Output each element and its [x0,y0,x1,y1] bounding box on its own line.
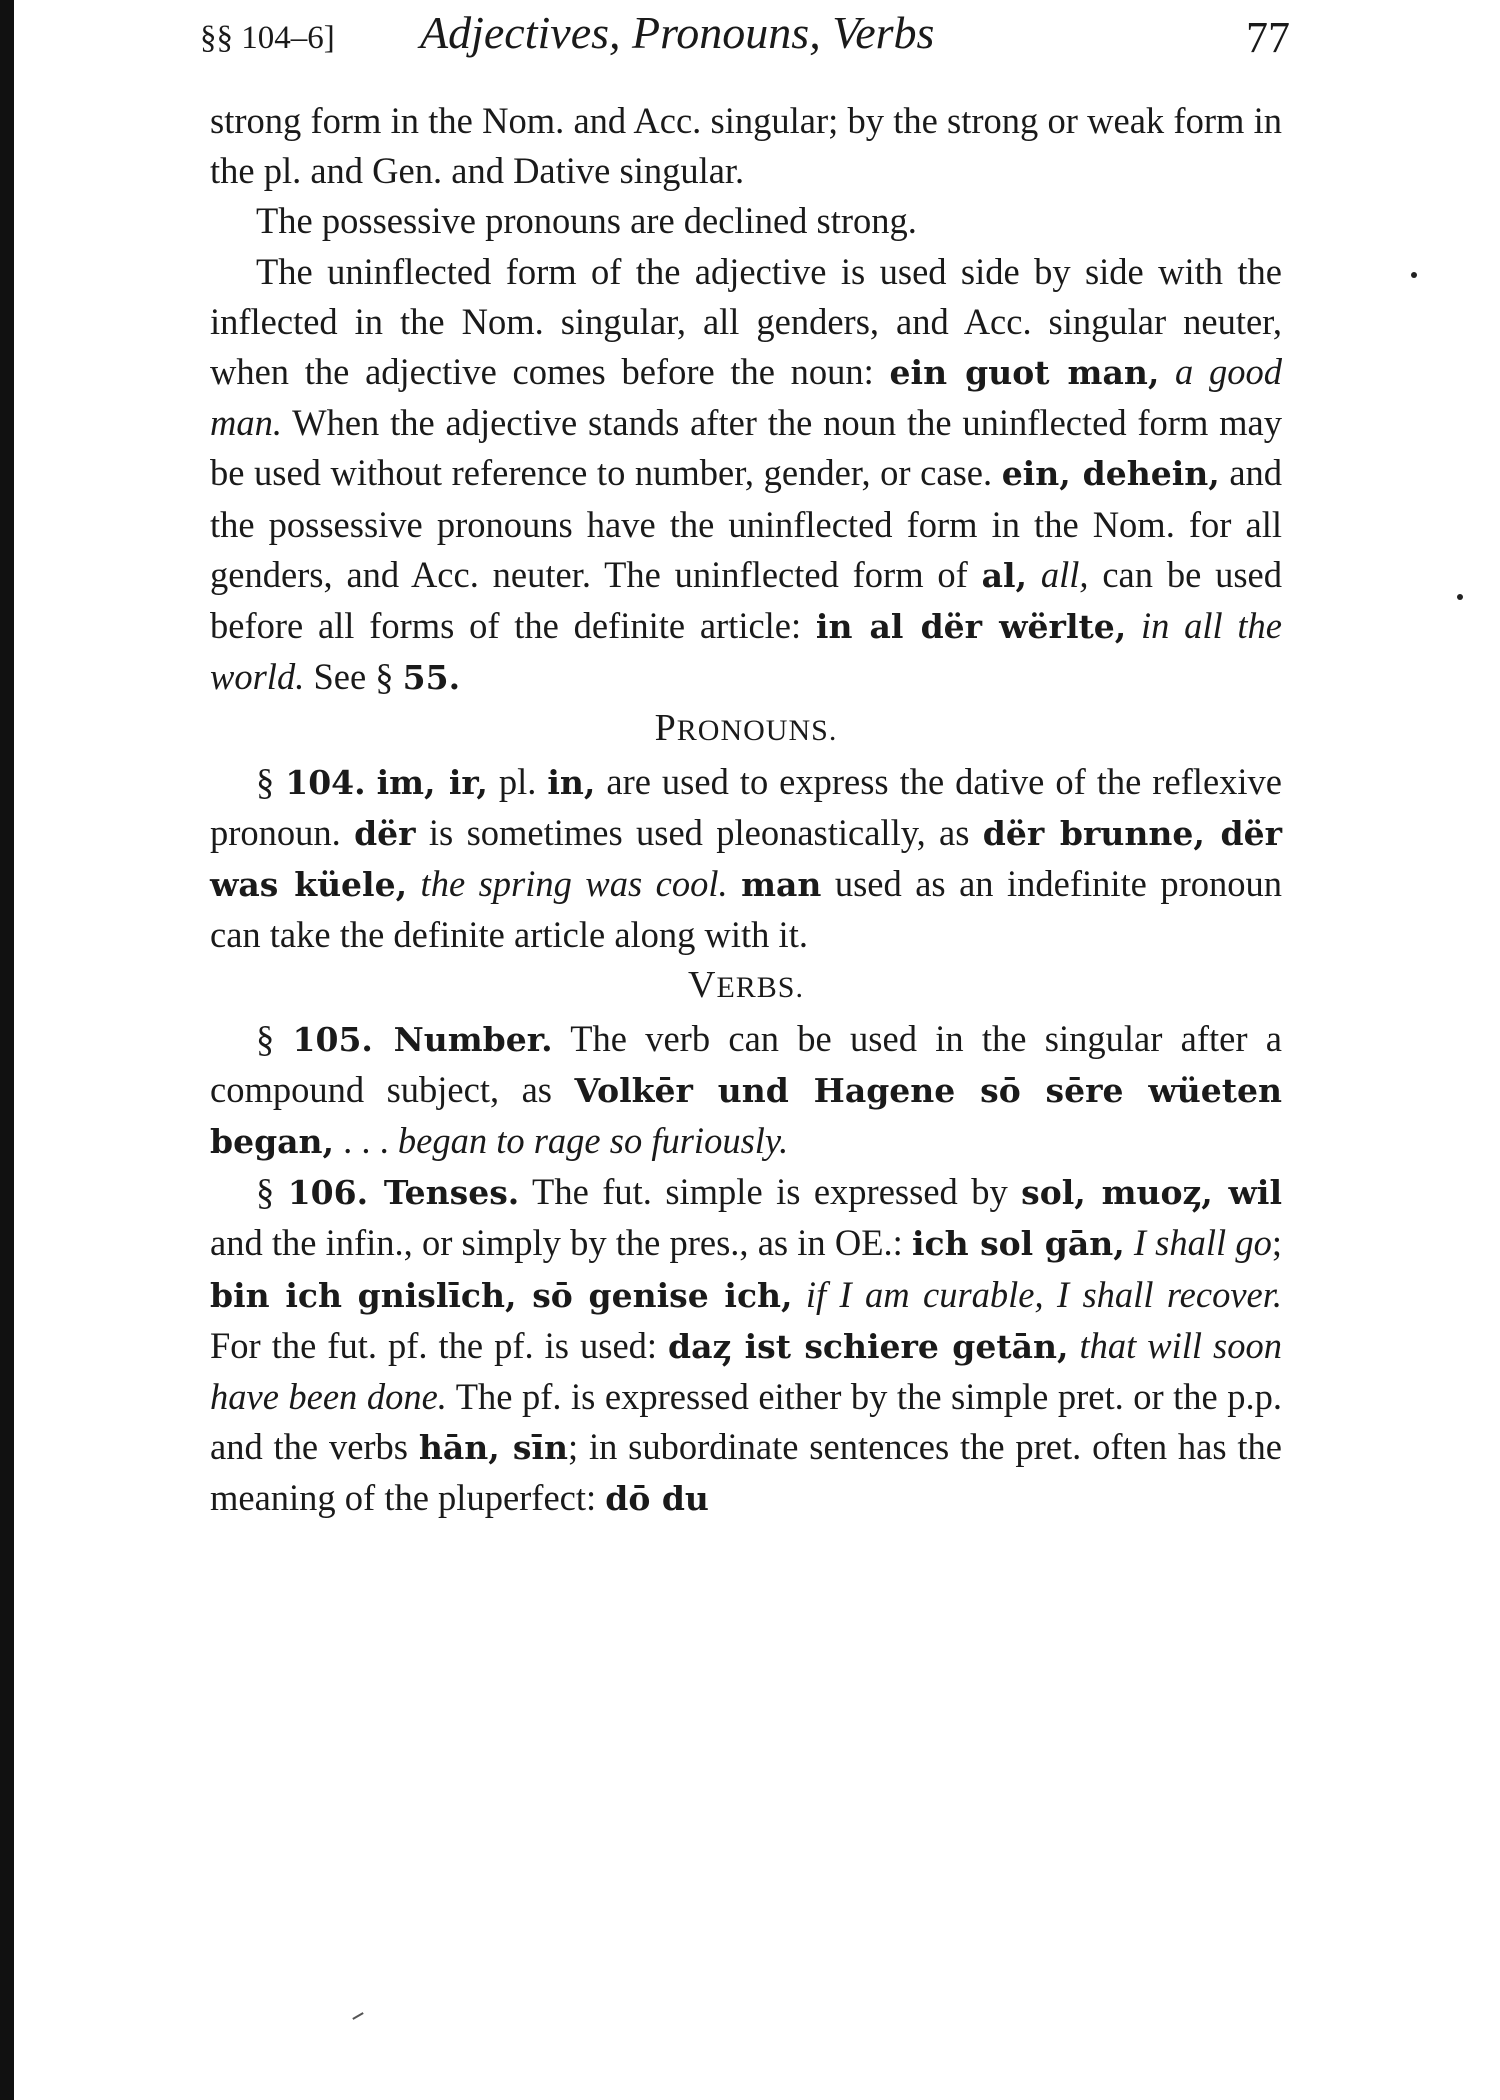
text-run: is sometimes used pleonastically, as [415,811,983,853]
text-run: The verb can be used in the singular after a compound subject, as [210,1017,1283,1110]
example-mhg: sol, muoȥ, wil [1021,1173,1282,1213]
example-mhg: Volkēr und Hagene sō sēre wüeten began, [210,1070,1282,1162]
example-translation: the spring was cool. [420,863,728,905]
example-translation: began to rage so furiously. [397,1120,789,1162]
example-mhg: ein, dehein, [1001,454,1220,494]
section-sign: § [256,1017,293,1059]
margin-speck [1457,594,1463,600]
example-mhg: in al dër wërlte, [815,607,1127,647]
heading-initial: V [688,964,717,1007]
paragraph-section-106 [210,1167,1282,1524]
text-run: can be used before all forms of the definite article: [210,553,1282,647]
text-run: and the infin., or simply by the pres., as in OE.: [210,1222,912,1264]
heading-pronouns [210,703,1282,756]
text-run: . . . [334,1120,398,1162]
paragraph-section-104 [210,757,1282,961]
example-translation: a good man. [210,351,1283,444]
example-mhg: al, [981,555,1028,595]
example-mhg: in, [547,762,596,802]
example-mhg: ein guot man, [889,353,1160,393]
text-run: The fut. simple is expressed by [519,1171,1022,1213]
example-translation: if I am curable, I shall recover. [805,1273,1283,1315]
heading-verbs [210,960,1282,1013]
paragraph-uninflected-form [210,247,1282,704]
heading-rest: ERBS. [716,971,804,1005]
text-run: used as an indefinite pronoun can take the definite article along with it. [210,863,1282,956]
example-mhg: hān, sīn [418,1428,568,1468]
example-mhg: man [741,865,822,905]
paper-mark [352,2012,363,2020]
section-number: 106. Tenses. [287,1173,520,1213]
body-text [210,96,1282,1525]
text-run: The uninflected form of the adjective is used side by side with the inflected in the Nom. singular, all genders, and Acc. singular neuter, when the adjective comes before the noun: [210,250,1282,393]
heading-initial: P [654,707,677,750]
example-translation: in all the world. [210,605,1283,698]
text-run: are used to express the dative of the reflexive pronoun. [210,760,1282,853]
text-run: ; in subordinate sentences the pret. often has the meaning of the pluperfect: [210,1426,1282,1519]
example-mhg: dër brunne, dër was küele, [210,813,1282,905]
section-sign: § [256,1171,288,1213]
section-number: 104. [285,762,366,802]
text-run: strong form in the Nom. and Acc. singular; by the strong or weak form in the pl. and Gen. and Dative singular. [210,100,1282,192]
example-translation: I shall go [1133,1222,1272,1264]
text-run: ; [1271,1222,1282,1264]
page-number: 77 [1246,13,1290,62]
example-translation: all, [1040,553,1089,595]
running-head [200,6,1290,68]
margin-speck [1411,272,1417,278]
section-number: 105. Number. [292,1019,553,1059]
text-run: When the adjective stands after the noun the uninflected form may be used without reference to number, gender, or case. [210,402,1282,494]
text-run: The possessive pronouns are declined strong. [256,200,917,242]
section-sign: § [256,760,286,802]
example-mhg: im, ir, [376,762,488,802]
running-head-title: Adjectives, Pronouns, Verbs [420,7,935,58]
text-run: and the possessive pronouns have the uninflected form in the Nom. for all genders, and Acc. neuter. The uninflected form of [210,452,1283,595]
example-mhg: bin ich gnislīch, sō genise ich, [210,1275,793,1315]
text-run: See § [304,656,403,698]
text-run: pl. [487,760,548,802]
text-run: For the fut. pf. the pf. is used: [210,1324,669,1366]
paragraph-adjective-strong-form [210,96,1282,196]
example-translation: that will soon have been done. [210,1324,1282,1418]
example-mhg: dō du [605,1479,709,1519]
example-mhg: dër [354,813,416,853]
paragraph-section-105 [210,1014,1282,1168]
example-mhg: ich sol gān, [911,1224,1125,1264]
text-run: The pf. is expressed either by the simple pret. or the p.p. and the verbs [210,1376,1282,1468]
heading-rest: RONOUNS. [676,714,838,748]
section-reference: 55. [402,658,461,698]
example-mhg: daȥ ist schiere getān, [668,1326,1069,1366]
paragraph-possessive-pronouns [210,196,1282,246]
running-head-section: §§ 104–6] [200,20,335,56]
book-spine-shadow [0,0,14,2100]
